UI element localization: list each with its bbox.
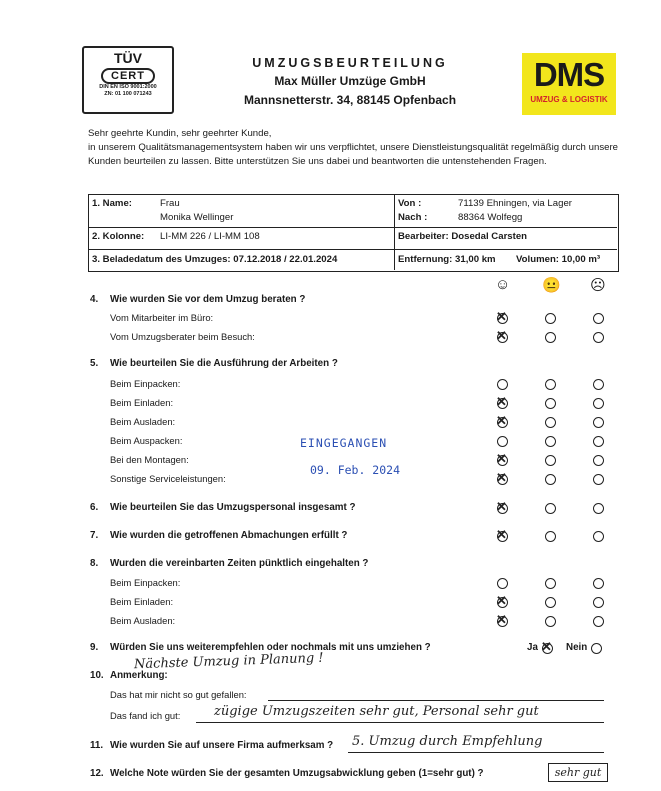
referral-line[interactable] [348,752,604,753]
q9-nein-label: Nein [566,642,588,653]
q4-item: Vom Mitarbeiter im Büro: [110,312,214,323]
q7-text: Wie wurden die getroffenen Abmachungen erfüllt ? [110,530,348,541]
rating-radio[interactable] [545,578,556,589]
q5-item: Beim Ausladen: [110,416,176,427]
q5-item: Bei den Montagen: [110,454,189,465]
rating-radio[interactable] [593,379,604,390]
rating-radio[interactable] [545,531,556,542]
beladedatum: 3. Beladedatum des Umzuges: 07.12.2018 / 22.01.2024 [92,254,338,265]
q8-item: Beim Einladen: [110,596,174,607]
rating-radio[interactable] [545,616,556,627]
entfernung: Entfernung: 31,00 km [398,254,496,265]
info-rule [88,249,617,250]
company-address: Mannsnetterstr. 34, 88145 Opfenbach [243,93,457,107]
nach-label: Nach : [398,212,428,223]
rating-radio[interactable] [593,332,604,343]
neutral-face-icon: 😐 [542,277,561,294]
q5-text: Wie beurteilen Sie die Ausführung der Arbeiten ? [110,358,338,369]
rating-radio[interactable] [545,474,556,485]
rating-radio[interactable] [497,503,508,514]
document-title: UMZUGSBEURTEILUNG [252,56,448,70]
rating-radio[interactable] [593,455,604,466]
rating-radio[interactable] [497,616,508,627]
rating-radio[interactable] [497,332,508,343]
rating-radio[interactable] [545,436,556,447]
received-stamp-date: 09. Feb. 2024 [310,463,401,477]
q6-text: Wie beurteilen Sie das Umzugspersonal insgesamt ? [110,502,356,513]
name-label: 1. Name: [92,198,132,209]
kolonne-value: LI-MM 226 / LI-MM 108 [160,231,260,242]
rating-radio[interactable] [593,436,604,447]
handwritten-positive: zügige Umzugszeiten sehr gut, Personal sehr gut [214,704,539,719]
name-salutation: Frau [160,198,180,209]
von-label: Von : [398,198,422,209]
q9-ja-radio[interactable] [542,643,553,654]
q5-item: Sonstige Serviceleistungen: [110,473,226,484]
rating-radio[interactable] [545,597,556,608]
rating-radio[interactable] [497,436,508,447]
q11-text: Wie wurden Sie auf unsere Firma aufmerksam ? [110,740,334,751]
q8-text: Wurden die vereinbarten Zeiten pünktlich eingehalten ? [110,558,369,569]
rating-radio[interactable] [545,379,556,390]
rating-radio[interactable] [593,531,604,542]
q9-nein-radio[interactable] [591,643,602,654]
positive-line[interactable] [196,722,604,723]
info-rule [88,227,395,228]
q5-item: Beim Auspacken: [110,435,183,446]
rating-radio[interactable] [593,616,604,627]
rating-radio[interactable] [545,398,556,409]
rating-radio[interactable] [545,455,556,466]
q5-item: Beim Einladen: [110,397,174,408]
q8-item: Beim Ausladen: [110,615,176,626]
kolonne-label: 2. Kolonne: [92,231,145,242]
rating-radio[interactable] [545,332,556,343]
rating-radio[interactable] [593,474,604,485]
sad-face-icon: ☹ [590,277,606,294]
rating-radio[interactable] [497,474,508,485]
rating-radio[interactable] [593,417,604,428]
rating-radio[interactable] [497,379,508,390]
rating-radio[interactable] [497,531,508,542]
q4-text: Wie wurden Sie vor dem Umzug beraten ? [110,294,306,305]
rating-radio[interactable] [545,313,556,324]
rating-radio[interactable] [497,313,508,324]
rating-radio[interactable] [593,578,604,589]
greeting: Sehr geehrte Kundin, sehr geehrter Kunde, [88,128,272,139]
bearbeiter: Bearbeiter: Dosedal Carsten [398,231,528,242]
rating-radio[interactable] [497,417,508,428]
handwritten-remark: Nächste Umzug in Planung ! [133,650,324,673]
q11-number: 11. [90,740,104,751]
q5-number: 5. [90,358,99,369]
q9-ja-label: Ja [527,642,538,653]
received-stamp-title: EINGEGANGEN [300,436,388,450]
negative-line[interactable] [268,700,604,701]
q8-item: Beim Einpacken: [110,577,181,588]
rating-radio[interactable] [545,503,556,514]
q12-number: 12. [90,768,104,779]
nach-value: 88364 Wolfegg [458,212,523,223]
tuv-cert-logo: TÜV CERT DIN EN ISO 9001:2000 ZN: 01 100 071243 [82,46,174,114]
grade-box[interactable]: sehr gut [548,763,608,782]
q7-number: 7. [90,530,99,541]
dms-logo: DMS UMZUG & LOGISTIK [522,53,616,115]
q10-number: 10. [90,670,104,681]
q5-item: Beim Einpacken: [110,378,181,389]
info-divider [394,194,395,270]
info-rule [394,227,617,228]
intro-text [88,127,618,169]
company-name: Max Müller Umzüge GmbH [274,74,426,88]
q6-number: 6. [90,502,99,513]
q10-text: Anmerkung: [110,670,168,681]
rating-radio[interactable] [593,503,604,514]
handwritten-referral: 5. Umzug durch Empfehlung [352,734,543,749]
rating-radio[interactable] [593,313,604,324]
volumen: Volumen: 10,00 m³ [516,254,601,265]
rating-radio[interactable] [497,597,508,608]
rating-radio[interactable] [545,417,556,428]
positive-label: Das fand ich gut: [110,710,181,721]
q8-number: 8. [90,558,99,569]
q9-number: 9. [90,642,99,653]
negative-label: Das hat mir nicht so gut gefallen: [110,689,247,700]
q4-number: 4. [90,294,99,305]
q9-text: Würden Sie uns weiterempfehlen oder nochmals mit uns umziehen ? [110,642,431,653]
happy-face-icon: ☺ [495,276,511,293]
rating-radio[interactable] [593,597,604,608]
q12-text: Welche Note würden Sie der gesamten Umzugsabwicklung geben (1=sehr gut) ? [110,768,484,779]
name-value: Monika Wellinger [160,212,234,223]
rating-radio[interactable] [497,398,508,409]
intro-body: in unserem Qualitätsmanagementsystem haben wir uns verpflichtet, unsere Dienstleistungsqualität regelmäßig durch unsere Kunden beurteilen zu lassen. Bitte unterstützen Sie uns dabei und beantworten die untenstehenden Fragen. [88,142,618,167]
q4-item: Vom Umzugsberater beim Besuch: [110,331,255,342]
rating-radio[interactable] [593,398,604,409]
von-value: 71139 Ehningen, via Lager [458,198,572,209]
rating-radio[interactable] [497,455,508,466]
rating-radio[interactable] [497,578,508,589]
